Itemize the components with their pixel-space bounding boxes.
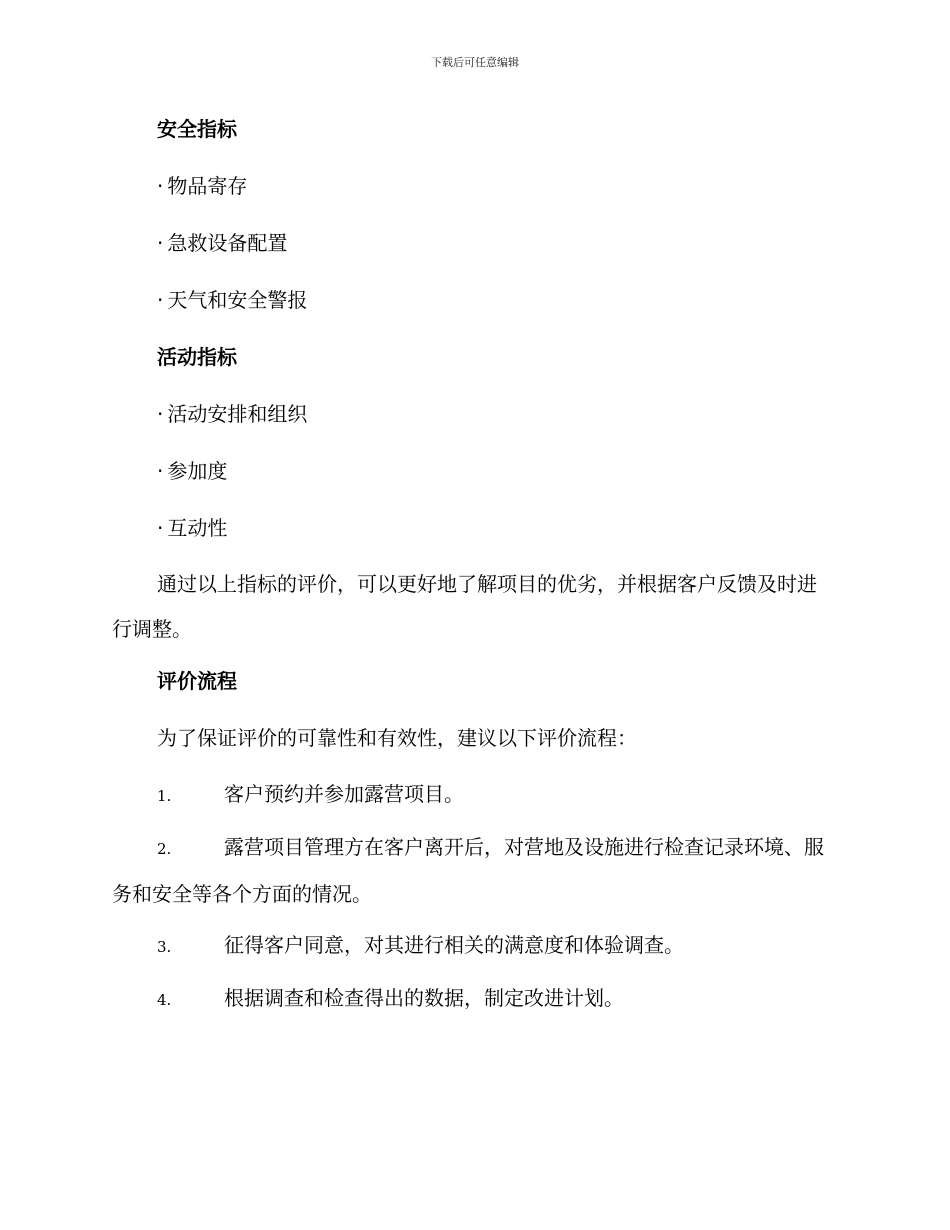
document-body	[112, 112, 834, 1035]
bullet-dot: ·	[157, 516, 164, 540]
process-step	[112, 772, 834, 819]
step-number: 2.	[157, 840, 172, 858]
list-item	[112, 454, 834, 488]
process-step	[112, 976, 834, 1023]
bullet-dot: ·	[157, 459, 164, 483]
step-text: 客户预约并参加露营项目。	[224, 782, 464, 806]
header-note: 下载后可任意编辑	[431, 56, 519, 69]
section-title-process: 评价流程	[157, 669, 237, 693]
list-item-text: 物品寄存	[167, 174, 248, 198]
list-item	[112, 283, 834, 317]
section-title-activity: 活动指标	[157, 345, 237, 369]
step-number: 1.	[157, 787, 172, 805]
bullet-dot: ·	[157, 174, 164, 198]
bullet-dot: ·	[157, 288, 164, 312]
step-number: 3.	[157, 938, 172, 956]
step-text: 根据调查和检查得出的数据，制定改进计划。	[224, 986, 624, 1010]
list-item-text: 互动性	[167, 516, 228, 540]
process-step	[112, 825, 834, 917]
step-text: 征得客户同意，对其进行相关的满意度和体验调查。	[224, 933, 684, 957]
section-title-safety: 安全指标	[157, 117, 237, 141]
list-item	[112, 226, 834, 260]
process-step	[112, 923, 834, 970]
list-item-text: 参加度	[167, 459, 228, 483]
list-item-text: 活动安排和组织	[167, 402, 308, 426]
list-item	[112, 397, 834, 431]
bullet-dot: ·	[157, 402, 164, 426]
list-item	[112, 511, 834, 545]
list-item-text: 急救设备配置	[167, 231, 288, 255]
process-intro: 为了保证评价的可靠性和有效性，建议以下评价流程：	[157, 726, 637, 750]
summary-paragraph: 通过以上指标的评价，可以更好地了解项目的优劣，并根据客户反馈及时进行调整。	[112, 572, 817, 641]
list-item-text: 天气和安全警报	[167, 288, 308, 312]
step-text: 露营项目管理方在客户离开后，对营地及设施进行检查记录环境、服务和安全等各个方面的情况。	[112, 835, 824, 906]
step-number: 4.	[157, 991, 172, 1009]
bullet-dot: ·	[157, 231, 164, 255]
list-item	[112, 169, 834, 203]
